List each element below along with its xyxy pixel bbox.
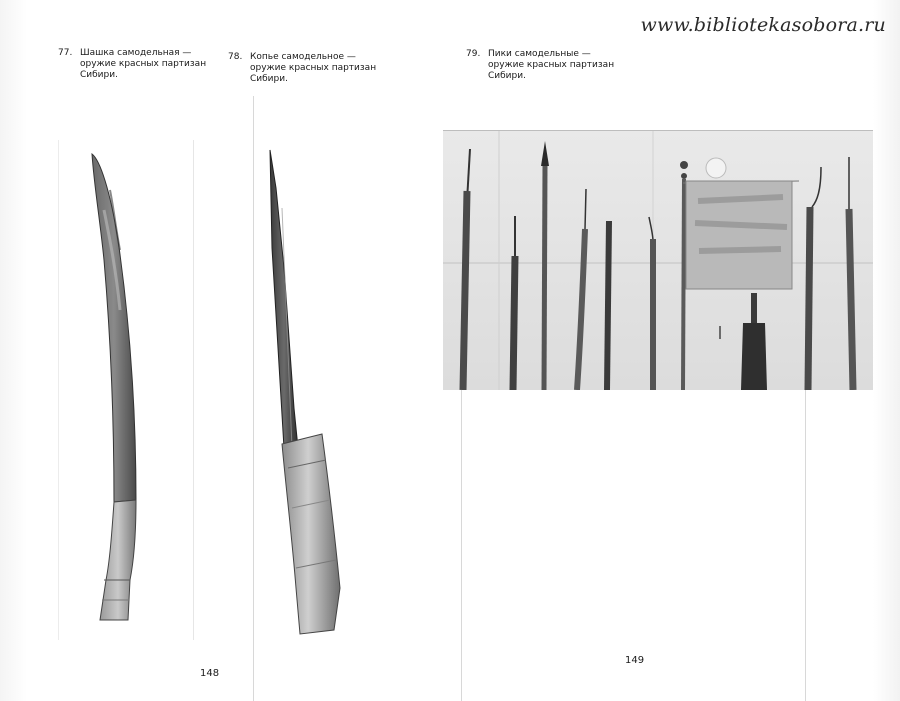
pike <box>607 221 609 390</box>
pikes-photo <box>443 130 873 390</box>
caption-78 <box>228 52 377 85</box>
caption-line: Сибири. <box>80 70 118 80</box>
caption-number: 78. <box>228 52 243 62</box>
caption-number: 77. <box>58 48 73 58</box>
page-edge-line <box>58 140 59 640</box>
saber-photo <box>80 150 150 630</box>
caption-line: оружие красных партизан <box>250 63 377 73</box>
page-number-left: 148 <box>200 668 220 679</box>
caption-line: Копье самодельное — <box>250 52 356 62</box>
watermark-url: www.bibliotekasobora.ru <box>640 14 886 36</box>
caption-line: оружие красных партизан <box>80 59 207 69</box>
caption-number: 79. <box>466 49 481 59</box>
caption-79 <box>466 49 615 82</box>
caption-line: оружие красных партизан <box>488 60 615 70</box>
caption-line: Пики самодельные — <box>488 49 591 59</box>
page-edge-line <box>253 96 254 701</box>
spear-photo <box>262 148 352 638</box>
caption-line: Шашка самодельная — <box>80 48 192 58</box>
caption-line: Сибири. <box>488 71 526 81</box>
page-edge-line <box>461 390 462 701</box>
saber-grip <box>100 500 136 620</box>
caption-line: Сибири. <box>250 74 288 84</box>
page-edge-line <box>805 390 806 701</box>
saber-blade <box>92 154 136 502</box>
page-edge-line <box>193 140 194 640</box>
caption-77 <box>58 48 207 81</box>
page-number-right: 149 <box>625 655 645 666</box>
spear-socket <box>282 434 340 634</box>
spear-blade <box>270 150 298 448</box>
